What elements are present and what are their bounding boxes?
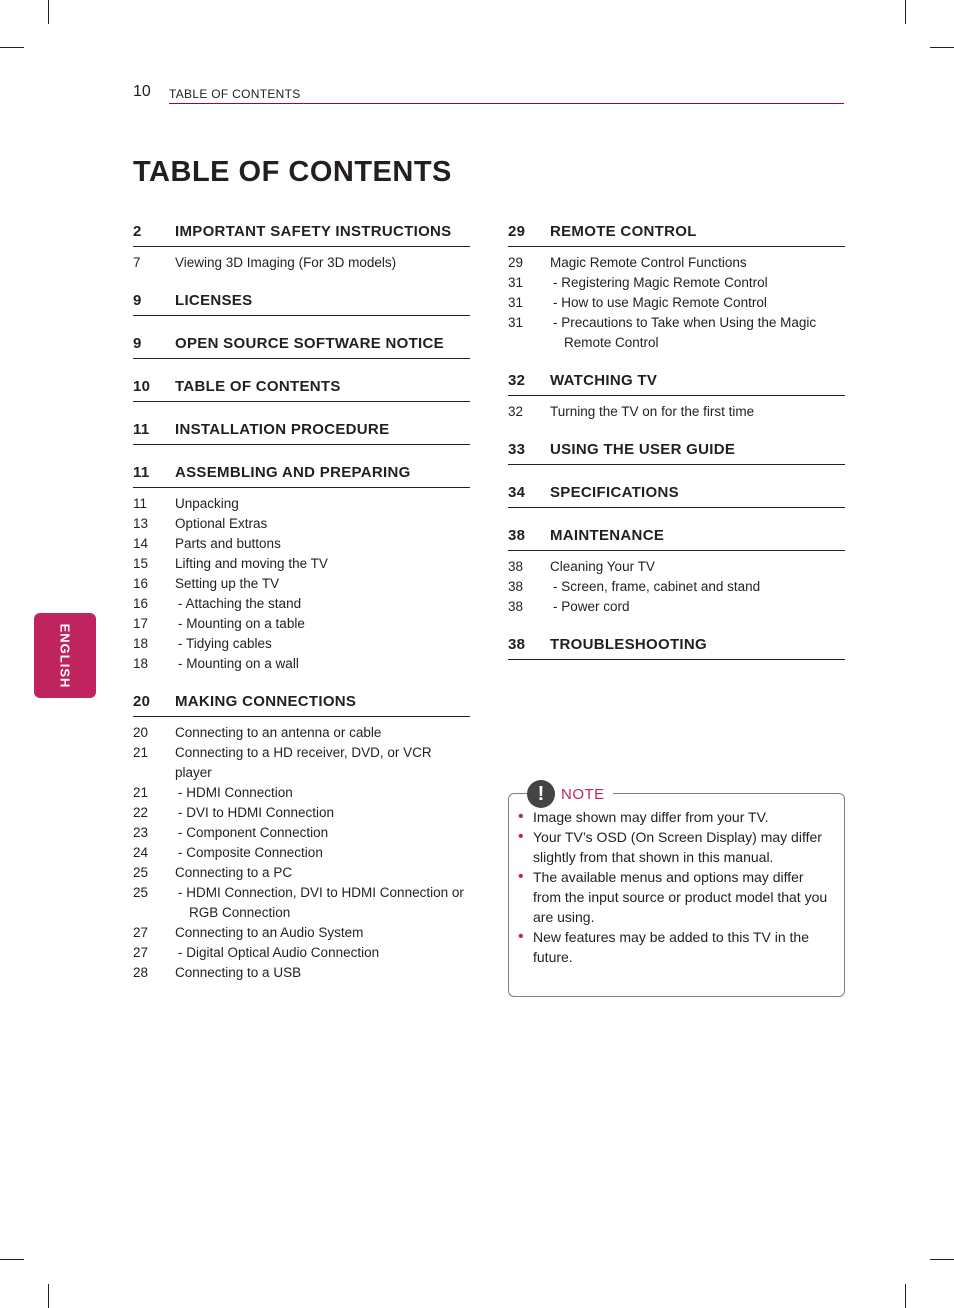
toc-section-heading[interactable] (133, 420, 470, 445)
toc-entry-page: 18 (133, 636, 149, 651)
toc-entry[interactable] (508, 557, 845, 577)
toc-section-heading[interactable] (133, 377, 470, 402)
toc-section-page: 34 (508, 484, 526, 501)
toc-entry[interactable] (133, 783, 470, 803)
toc-entry[interactable] (133, 883, 470, 923)
note-item-text: The available menus and options may differ from the input source or product model that you are using. (533, 869, 828, 925)
crop-mark (930, 47, 954, 48)
toc-section-page: 2 (133, 223, 142, 240)
toc-entry-page: 13 (133, 516, 149, 531)
header-rule (169, 103, 844, 104)
toc-entry[interactable] (508, 273, 845, 293)
toc-section (133, 222, 470, 273)
toc-entry-text: - Mounting on a wall (178, 656, 299, 671)
toc-entry-text: - Tidying cables (178, 636, 272, 651)
toc-entry[interactable] (133, 554, 470, 574)
toc-section-title: USING THE USER GUIDE (550, 441, 736, 458)
toc-section (133, 420, 470, 445)
toc-entry[interactable] (133, 574, 470, 594)
crop-mark (48, 0, 49, 24)
toc-entry-page: 22 (133, 805, 149, 820)
toc-entry-page: 17 (133, 616, 149, 631)
exclamation-icon: ! (527, 780, 555, 808)
toc-section (133, 334, 470, 359)
toc-entry[interactable] (508, 313, 845, 353)
toc-entry[interactable] (133, 534, 470, 554)
toc-entry-text: - Precautions to Take when Using the Magic Remote Control (553, 315, 817, 350)
toc-section-heading[interactable] (508, 222, 845, 247)
toc-section-title: TROUBLESHOOTING (550, 636, 707, 653)
toc-entry-text: Magic Remote Control Functions (550, 255, 747, 270)
toc-section (508, 440, 845, 465)
page-number: 10 (133, 83, 151, 100)
toc-section (508, 222, 845, 353)
toc-entry-text: - Digital Optical Audio Connection (178, 945, 380, 960)
toc-entry-page: 14 (133, 536, 149, 551)
page-title: TABLE OF CONTENTS (133, 156, 452, 188)
toc-entry-text: Connecting to a HD receiver, DVD, or VCR player (175, 745, 432, 780)
toc-entry-page: 27 (133, 925, 149, 940)
toc-section-heading[interactable] (133, 692, 470, 717)
toc-section-heading[interactable] (508, 483, 845, 508)
toc-entry-text: - Screen, frame, cabinet and stand (553, 579, 761, 594)
toc-right-column (508, 222, 845, 678)
note-item (518, 807, 833, 827)
toc-entry[interactable] (133, 634, 470, 654)
toc-entry-text: - How to use Magic Remote Control (553, 295, 767, 310)
crop-mark (930, 1259, 954, 1260)
toc-entry-page: 21 (133, 745, 149, 760)
toc-section (508, 635, 845, 660)
toc-entry-text: Unpacking (175, 496, 239, 511)
toc-entry[interactable] (133, 514, 470, 534)
toc-entry-page: 11 (133, 496, 148, 511)
language-tab-label: ENGLISH (57, 623, 73, 688)
toc-section-title: ASSEMBLING AND PREPARING (175, 464, 411, 481)
toc-entry-page: 25 (133, 885, 149, 900)
toc-entry[interactable] (133, 494, 470, 514)
toc-entry-page: 23 (133, 825, 149, 840)
language-tab (34, 613, 96, 698)
toc-entry[interactable] (508, 577, 845, 597)
toc-entry-text: Connecting to a USB (175, 965, 302, 980)
note-label: NOTE (561, 785, 605, 803)
toc-section-page: 20 (133, 693, 151, 710)
crop-mark (0, 47, 24, 48)
toc-left-column (133, 222, 470, 1001)
toc-entry-page: 25 (133, 865, 149, 880)
toc-entry-text: - HDMI Connection, DVI to HDMI Connection or RGB Connection (178, 885, 464, 920)
toc-section (508, 371, 845, 422)
bullet-icon: • (518, 868, 524, 885)
toc-section-heading[interactable] (508, 526, 845, 551)
toc-section-title: OPEN SOURCE SOFTWARE NOTICE (175, 335, 444, 352)
toc-section-heading[interactable] (508, 440, 845, 465)
toc-section (133, 463, 470, 674)
toc-section-heading[interactable] (508, 371, 845, 396)
toc-section-page: 38 (508, 636, 526, 653)
toc-entry[interactable] (133, 654, 470, 674)
toc-entry-page: 38 (508, 599, 524, 614)
toc-entry[interactable] (133, 253, 470, 273)
toc-section-page: 9 (133, 292, 142, 309)
bullet-icon: • (518, 808, 524, 825)
toc-entry-page: 18 (133, 656, 149, 671)
toc-entry[interactable] (133, 614, 470, 634)
toc-entry-text: - Power cord (553, 599, 630, 614)
toc-entry[interactable] (508, 402, 845, 422)
toc-section (508, 526, 845, 617)
toc-section-page: 32 (508, 372, 526, 389)
toc-section (508, 483, 845, 508)
toc-entry-list (133, 488, 470, 674)
toc-section-page: 11 (133, 421, 150, 438)
toc-entry[interactable] (133, 823, 470, 843)
toc-entry[interactable] (133, 723, 470, 743)
toc-entry-page: 31 (508, 315, 524, 330)
toc-entry[interactable] (508, 293, 845, 313)
toc-section-page: 9 (133, 335, 142, 352)
toc-section-title: SPECIFICATIONS (550, 484, 679, 501)
toc-entry-text: Connecting to an Audio System (175, 925, 364, 940)
toc-entry-text: Setting up the TV (175, 576, 280, 591)
toc-entry-page: 20 (133, 725, 149, 740)
toc-section-page: 38 (508, 527, 526, 544)
toc-entry-list (133, 247, 470, 273)
toc-entry-page: 15 (133, 556, 149, 571)
toc-section (133, 692, 470, 983)
toc-entry-list (508, 551, 845, 617)
crop-mark (48, 1284, 49, 1308)
crop-mark (905, 1284, 906, 1308)
toc-section-heading[interactable] (133, 222, 470, 247)
toc-entry-page: 31 (508, 295, 524, 310)
toc-entry-page: 28 (133, 965, 149, 980)
bullet-icon: • (518, 928, 524, 945)
toc-entry-text: Optional Extras (175, 516, 268, 531)
toc-section-heading[interactable] (508, 635, 845, 660)
running-title: TABLE OF CONTENTS (169, 87, 301, 101)
note-item (518, 827, 833, 867)
toc-section-title: IMPORTANT SAFETY INSTRUCTIONS (175, 223, 452, 240)
toc-entry[interactable] (133, 963, 470, 983)
crop-mark (0, 1259, 24, 1260)
toc-entry[interactable] (133, 843, 470, 863)
toc-entry-page: 38 (508, 579, 524, 594)
toc-section (133, 291, 470, 316)
note-header (527, 780, 613, 808)
toc-entry-text: - DVI to HDMI Connection (178, 805, 335, 820)
toc-section (133, 377, 470, 402)
toc-section-title: LICENSES (175, 292, 253, 309)
toc-section-title: MAKING CONNECTIONS (175, 693, 357, 710)
toc-entry-list (508, 247, 845, 353)
toc-entry-page: 7 (133, 255, 141, 270)
toc-entry[interactable] (133, 594, 470, 614)
note-item-text: Image shown may differ from your TV. (533, 809, 769, 825)
toc-entry[interactable] (133, 863, 470, 883)
crop-mark (905, 0, 906, 24)
toc-entry-page: 32 (508, 404, 524, 419)
toc-entry[interactable] (133, 923, 470, 943)
toc-entry-text: Connecting to an antenna or cable (175, 725, 382, 740)
toc-entry-page: 16 (133, 576, 149, 591)
toc-entry-text: - Attaching the stand (178, 596, 302, 611)
note-item (518, 927, 833, 967)
toc-section-title: TABLE OF CONTENTS (175, 378, 341, 395)
toc-entry-page: 27 (133, 945, 149, 960)
toc-entry-text: Lifting and moving the TV (175, 556, 328, 571)
toc-section-heading[interactable] (133, 291, 470, 316)
toc-entry-text: - Registering Magic Remote Control (553, 275, 768, 290)
toc-entry-page: 38 (508, 559, 524, 574)
toc-section-heading[interactable] (133, 463, 470, 488)
note-item-text: New features may be added to this TV in the future. (533, 929, 810, 965)
toc-entry-text: Connecting to a PC (175, 865, 293, 880)
toc-entry-text: - Mounting on a table (178, 616, 305, 631)
toc-entry-text: Cleaning Your TV (550, 559, 655, 574)
toc-entry-list (133, 717, 470, 983)
toc-section-title: REMOTE CONTROL (550, 223, 697, 240)
toc-entry-text: - HDMI Connection (178, 785, 293, 800)
toc-section-heading[interactable] (133, 334, 470, 359)
toc-entry-list (508, 396, 845, 422)
toc-entry-text: - Component Connection (178, 825, 329, 840)
note-item-text: Your TV’s OSD (On Screen Display) may differ slightly from that shown in this manual. (533, 829, 822, 865)
toc-entry-page: 29 (508, 255, 524, 270)
toc-entry-page: 24 (133, 845, 149, 860)
toc-section-page: 10 (133, 378, 151, 395)
toc-entry[interactable] (133, 943, 470, 963)
toc-section-title: MAINTENANCE (550, 527, 665, 544)
toc-entry[interactable] (508, 253, 845, 273)
toc-entry-page: 31 (508, 275, 524, 290)
note-item (518, 867, 833, 927)
toc-entry[interactable] (133, 803, 470, 823)
toc-entry-page: 21 (133, 785, 149, 800)
toc-entry-text: Parts and buttons (175, 536, 281, 551)
toc-entry-text: - Composite Connection (178, 845, 323, 860)
toc-entry-text: Viewing 3D Imaging (For 3D models) (175, 255, 397, 270)
note-list (518, 807, 833, 967)
toc-entry[interactable] (508, 597, 845, 617)
toc-section-page: 11 (133, 464, 150, 481)
bullet-icon: • (518, 828, 524, 845)
toc-section-page: 33 (508, 441, 526, 458)
toc-section-title: INSTALLATION PROCEDURE (175, 421, 390, 438)
toc-section-page: 29 (508, 223, 526, 240)
toc-entry[interactable] (133, 743, 470, 783)
toc-section-title: WATCHING TV (550, 372, 658, 389)
toc-entry-text: Turning the TV on for the first time (550, 404, 755, 419)
toc-entry-page: 16 (133, 596, 149, 611)
